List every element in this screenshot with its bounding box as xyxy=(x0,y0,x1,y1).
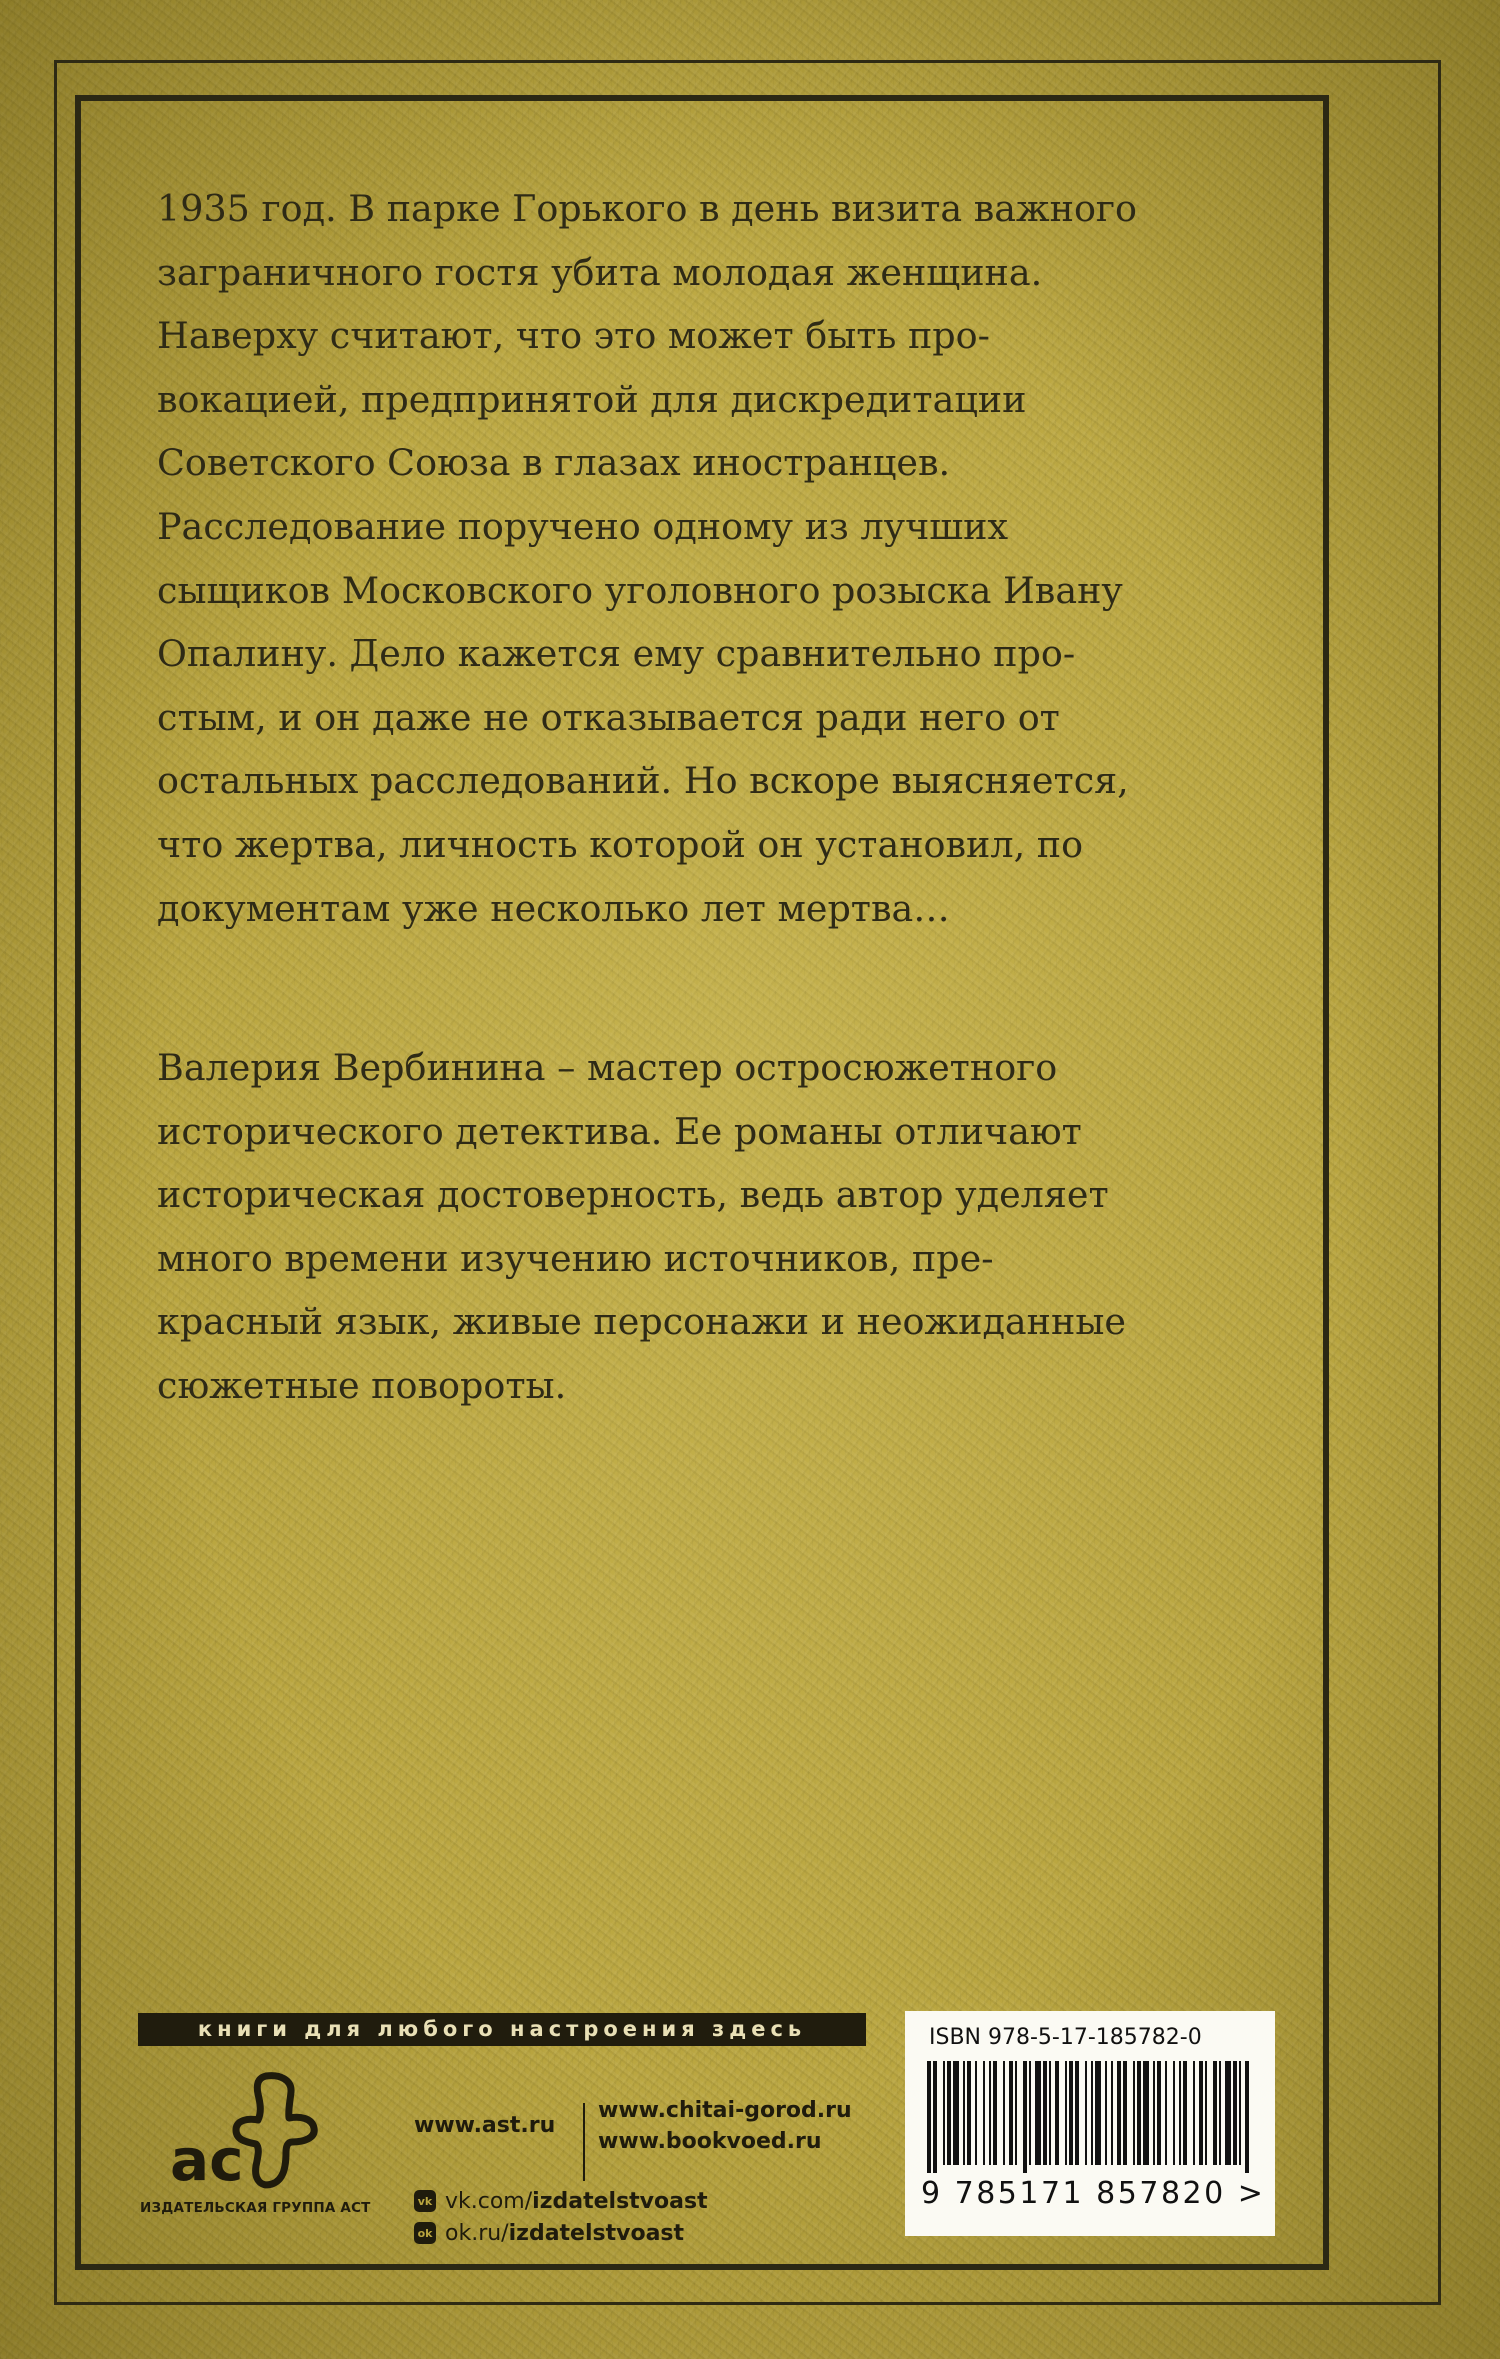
barcode-bar xyxy=(993,2061,997,2165)
vertical-divider xyxy=(583,2103,585,2181)
barcode-bar xyxy=(1023,2061,1027,2173)
logo-letters: ac xyxy=(170,2126,244,2194)
barcode-bar xyxy=(1117,2061,1121,2165)
text-line: Наверху считают, что это может быть про- xyxy=(157,314,990,358)
barcode-bar xyxy=(1213,2061,1217,2165)
ast-logo-icon xyxy=(170,2072,320,2197)
text-line: Валерия Вербинина – мастер остросюжетного xyxy=(157,1046,1058,1089)
ok-social-text: ok.ru/izdatelstvoast xyxy=(445,2220,685,2246)
barcode-bar xyxy=(1245,2061,1249,2173)
text-line: стым, и он даже не отказывается ради него от xyxy=(157,695,1060,739)
isbn-label: ISBN 978-5-17-185782-0 xyxy=(929,2025,1202,2050)
text-line: историческая достоверность, ведь автор уделяет xyxy=(157,1173,1109,1217)
barcode-bar xyxy=(947,2061,951,2165)
barcode-bar xyxy=(1205,2061,1207,2165)
barcode-bar xyxy=(1225,2061,1231,2165)
barcode-bar xyxy=(1075,2061,1079,2165)
barcode-bar xyxy=(1123,2061,1127,2165)
text-line: документам уже несколько лет мертва… xyxy=(157,886,950,930)
barcode-bar xyxy=(1157,2061,1161,2165)
barcode-bar xyxy=(1199,2061,1203,2165)
text-line: много времени изучению источников, пре- xyxy=(157,1236,994,1280)
barcode-bar xyxy=(1165,2061,1167,2165)
bookvoed-link[interactable]: www.bookvoed.ru xyxy=(598,2129,822,2154)
vk-social-text: vk.com/izdatelstvoast xyxy=(445,2188,708,2214)
barcode-bar xyxy=(1183,2061,1187,2165)
barcode-bar xyxy=(1179,2061,1181,2165)
barcode-bar xyxy=(1153,2061,1155,2165)
text-line: вокацией, предпринятой для дискредитации xyxy=(157,377,1027,421)
text-line: что жертва, личность которой он установил, по xyxy=(157,822,1084,866)
text-line: красный язык, живые персонажи и неожиданные xyxy=(157,1300,1126,1344)
text-line: исторического детектива. Ее романы отличают xyxy=(157,1109,1082,1153)
ok-social-link[interactable] xyxy=(414,2219,684,2247)
text-line: Опалину. Дело кажется ему сравнительно про- xyxy=(157,632,1076,676)
text-line: сюжетные повороты. xyxy=(157,1363,567,1407)
text-line: Расследование поручено одному из лучших xyxy=(157,504,1009,548)
ok-icon: ok xyxy=(414,2222,436,2244)
text-line: остальных расследований. Но вскоре выясняется, xyxy=(157,759,1129,803)
barcode-bar xyxy=(933,2061,937,2173)
barcode-bar xyxy=(1105,2061,1107,2165)
barcode-bar xyxy=(1173,2061,1175,2165)
barcode-bar xyxy=(953,2061,959,2165)
vk-social-link[interactable] xyxy=(414,2187,708,2215)
barcode-bar xyxy=(943,2061,945,2165)
barcode-bar xyxy=(1065,2061,1067,2165)
text-line: заграничного гостя убита молодая женщина. xyxy=(157,250,1043,294)
author-paragraph xyxy=(157,1036,1257,1418)
text-line: сыщиков Московского уголовного розыска Ивану xyxy=(157,568,1123,612)
barcode-bar xyxy=(1029,2061,1031,2165)
chitai-gorod-link[interactable]: www.chitai-gorod.ru xyxy=(598,2098,852,2123)
barcode-bar xyxy=(1049,2061,1051,2165)
barcode-bar xyxy=(983,2061,985,2165)
barcode-bar xyxy=(1219,2061,1221,2165)
ast-website-link[interactable]: www.ast.ru xyxy=(414,2113,556,2138)
text-line: Советского Союза в глазах иностранцев. xyxy=(157,441,951,485)
barcode-bar xyxy=(1137,2061,1141,2165)
barcode-bar xyxy=(1069,2061,1073,2165)
barcode-icon xyxy=(923,2061,1257,2173)
barcode-bar xyxy=(1143,2061,1149,2165)
barcode-bar xyxy=(1091,2061,1093,2165)
synopsis-paragraph xyxy=(157,177,1257,940)
vk-icon: vk xyxy=(414,2190,436,2212)
barcode-digits: 9 785171 857820 > xyxy=(921,2176,1266,2211)
barcode-bar xyxy=(1111,2061,1113,2165)
barcode-bar xyxy=(1015,2061,1017,2165)
barcode-bar xyxy=(1085,2061,1087,2165)
barcode-bar xyxy=(1133,2061,1135,2165)
barcode-bar xyxy=(1009,2061,1013,2165)
text-line: 1935 год. В парке Горького в день визита важного xyxy=(157,187,1138,230)
barcode-bar xyxy=(1193,2061,1195,2165)
isbn-barcode-box xyxy=(905,2011,1275,2236)
barcode-bar xyxy=(927,2061,931,2173)
barcode-bar xyxy=(989,2061,991,2165)
barcode-bar xyxy=(1003,2061,1005,2165)
barcode-bar xyxy=(963,2061,965,2165)
barcode-bar xyxy=(1055,2061,1059,2165)
barcode-bar xyxy=(1043,2061,1047,2165)
publisher-logo xyxy=(140,2072,371,2242)
tagline-banner: книги для любого настроения здесь xyxy=(138,2013,866,2046)
barcode-bar xyxy=(1233,2061,1237,2165)
barcode-bar xyxy=(1035,2061,1041,2165)
barcode-bar xyxy=(1239,2061,1241,2165)
publisher-caption: ИЗДАТЕЛЬСКАЯ ГРУППА АСТ xyxy=(140,2200,371,2216)
barcode-bar xyxy=(975,2061,977,2165)
barcode-bar xyxy=(1095,2061,1101,2165)
barcode-bar xyxy=(967,2061,971,2165)
